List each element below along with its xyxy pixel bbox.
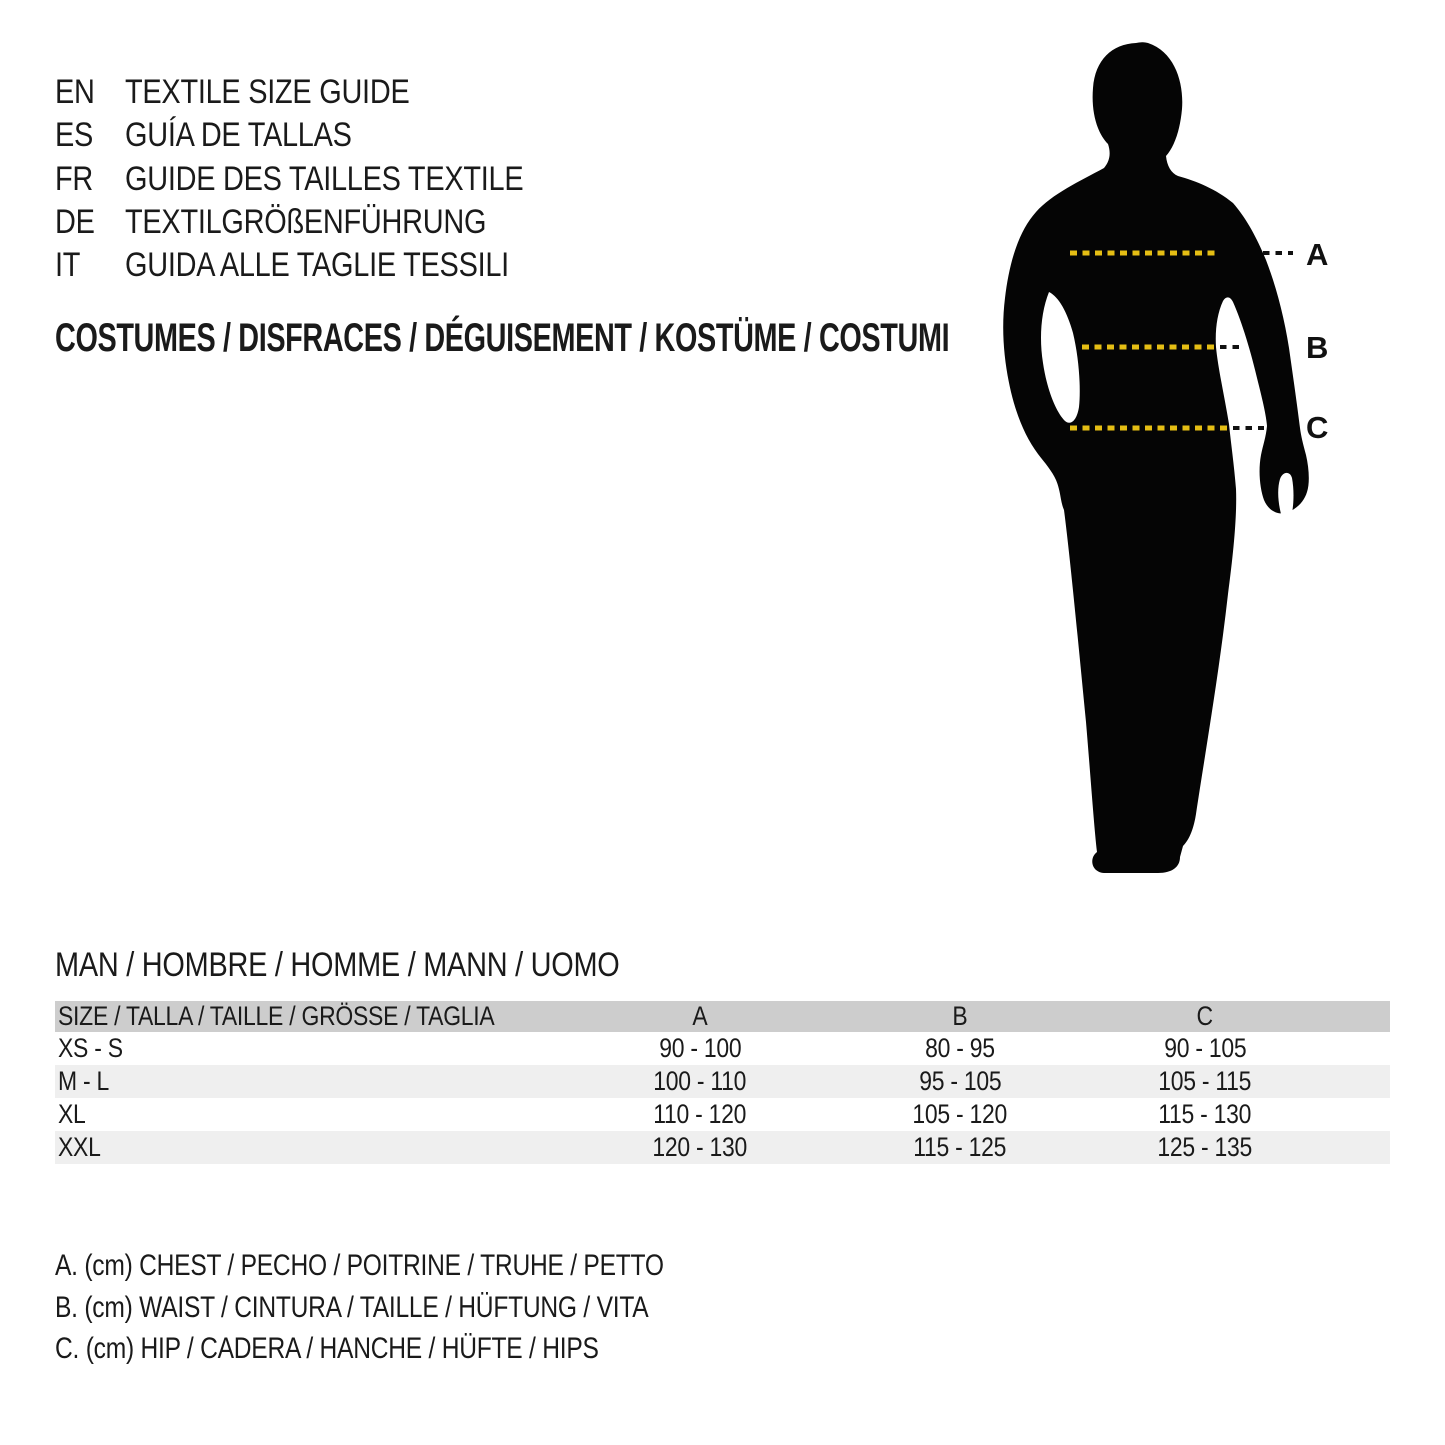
hand-notch-cutout xyxy=(1278,473,1293,516)
language-row-de xyxy=(55,202,550,242)
legend-item-chest xyxy=(55,1248,797,1284)
legend-key-a: A. (cm) xyxy=(55,1249,133,1282)
legend-item-waist xyxy=(55,1290,779,1326)
row-value-c: 125 - 135 xyxy=(1157,1132,1253,1162)
section-title-man: MAN / HOMBRE / HOMME / MANN / UOMO xyxy=(55,946,620,984)
language-title-en: TEXTILE SIZE GUIDE xyxy=(125,72,410,111)
size-table-header-c: C xyxy=(1196,1001,1214,1031)
row-value-c: 105 - 115 xyxy=(1158,1066,1252,1096)
legend-label-c: HIP / CADERA / HANCHE / HÜFTE / HIPS xyxy=(140,1332,599,1365)
size-table-header-row xyxy=(55,1001,1390,1032)
table-row xyxy=(55,1065,1390,1098)
row-value-a: 110 - 120 xyxy=(653,1099,747,1129)
legend-label-a: CHEST / PECHO / POITRINE / TRUHE / PETTO xyxy=(139,1249,664,1282)
man-silhouette xyxy=(1003,42,1309,873)
language-row-en xyxy=(55,72,460,112)
row-size-label: M - L xyxy=(58,1066,110,1096)
row-size-label: XL xyxy=(58,1099,86,1129)
legend-key-c: C. (cm) xyxy=(55,1332,134,1365)
language-code-es: ES xyxy=(55,115,94,154)
row-value-c: 90 - 105 xyxy=(1163,1033,1247,1063)
table-row xyxy=(55,1131,1390,1164)
measure-label-b: B xyxy=(1306,330,1329,365)
row-value-a: 120 - 130 xyxy=(652,1132,748,1162)
size-table-header-size: SIZE / TALLA / TAILLE / GRÖSSE / TAGLIA xyxy=(58,1001,495,1031)
legend-key-b: B. (cm) xyxy=(55,1291,133,1324)
language-code-fr: FR xyxy=(55,159,94,198)
measure-label-a: A xyxy=(1306,237,1329,272)
row-value-a: 100 - 110 xyxy=(653,1066,747,1096)
table-row xyxy=(55,1098,1390,1131)
language-code-it: IT xyxy=(55,245,81,284)
row-size-label: XS - S xyxy=(58,1033,123,1063)
row-value-c: 115 - 130 xyxy=(1158,1099,1252,1129)
language-row-it xyxy=(55,245,577,285)
language-title-it: GUIDA ALLE TAGLIE TESSILI xyxy=(125,245,509,284)
table-row xyxy=(55,1032,1390,1065)
size-guide-figure xyxy=(950,30,1420,900)
man-silhouette-diagram xyxy=(950,30,1420,900)
row-value-b: 105 - 120 xyxy=(912,1099,1008,1129)
row-value-b: 80 - 95 xyxy=(925,1033,995,1063)
row-value-b: 95 - 105 xyxy=(918,1066,1002,1096)
language-title-es: GUÍA DE TALLAS xyxy=(125,115,352,154)
language-title-fr: GUIDE DES TAILLES TEXTILE xyxy=(125,159,524,198)
row-value-b: 115 - 125 xyxy=(913,1132,1007,1162)
language-code-en: EN xyxy=(55,72,95,111)
measure-label-c: C xyxy=(1306,410,1329,445)
language-title-de: TEXTILGRÖßENFÜHRUNG xyxy=(125,202,487,241)
row-value-a: 90 - 100 xyxy=(658,1033,742,1063)
size-table-header-a: A xyxy=(692,1001,708,1031)
category-title: COSTUMES / DISFRACES / DÉGUISEMENT / KOSTÜME / COSTUMI xyxy=(55,316,950,360)
legend-label-b: WAIST / CINTURA / TAILLE / HÜFTUNG / VITA xyxy=(139,1291,649,1324)
language-code-de: DE xyxy=(55,202,95,241)
language-row-es xyxy=(55,115,392,155)
row-size-label: XXL xyxy=(58,1132,101,1162)
language-row-fr xyxy=(55,159,594,199)
size-table xyxy=(55,1001,1390,1164)
size-table-header-b: B xyxy=(952,1001,968,1031)
legend-item-hip xyxy=(55,1331,718,1367)
